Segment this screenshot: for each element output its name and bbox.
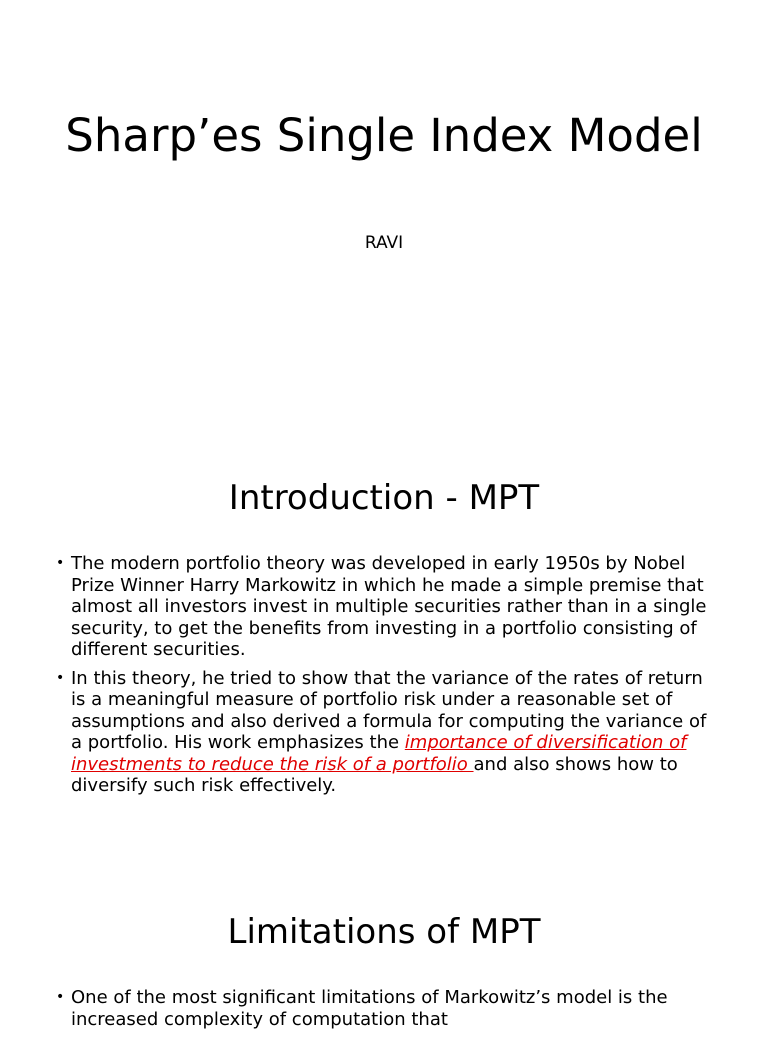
intro-bullet-2-text — [71, 668, 706, 797]
limitations-bullet-list — [56, 987, 716, 1037]
diversification-emphasis: importance of diversification of investments to reduce the risk of a portfolio — [71, 732, 687, 775]
bullet-icon: • — [56, 669, 65, 686]
intro-heading: Introduction - MPT — [228, 478, 540, 518]
limitations-bullet-1-text: One of the most significant limitations of Markowitz’s model is the increased complexity of computation that — [71, 987, 668, 1030]
author-name: RAVI — [364, 233, 404, 253]
intro-bullet-2 — [56, 668, 716, 797]
limitations-heading: Limitations of MPT — [227, 912, 541, 952]
bullet-icon: • — [56, 555, 65, 571]
intro-bullet-2-text-after: and also shows how to diversify such risk effectively. — [71, 753, 678, 796]
intro-bullet-2-text-before: In this theory, he tried to show that the variance of the rates of return is a meaningful measure of portfolio risk under a reasonable set of assumptions and also derived a formula for computing the variance of a portfolio. His work emphasizes the — [71, 667, 707, 753]
intro-bullet-1-text: The modern portfolio theory was developed in early 1950s by Nobel Prize Winner Harry Markowitz in which he made a simple premise that almost all investors invest in multiple securities rather than in a single security, to get the benefits from investing in a portfolio consisting of different securities. — [71, 553, 707, 660]
bullet-icon: • — [56, 989, 65, 1005]
intro-bullet-1 — [56, 553, 716, 661]
presentation-title: Sharp’es Single Index Model — [65, 109, 703, 162]
intro-bullet-list — [56, 553, 716, 804]
